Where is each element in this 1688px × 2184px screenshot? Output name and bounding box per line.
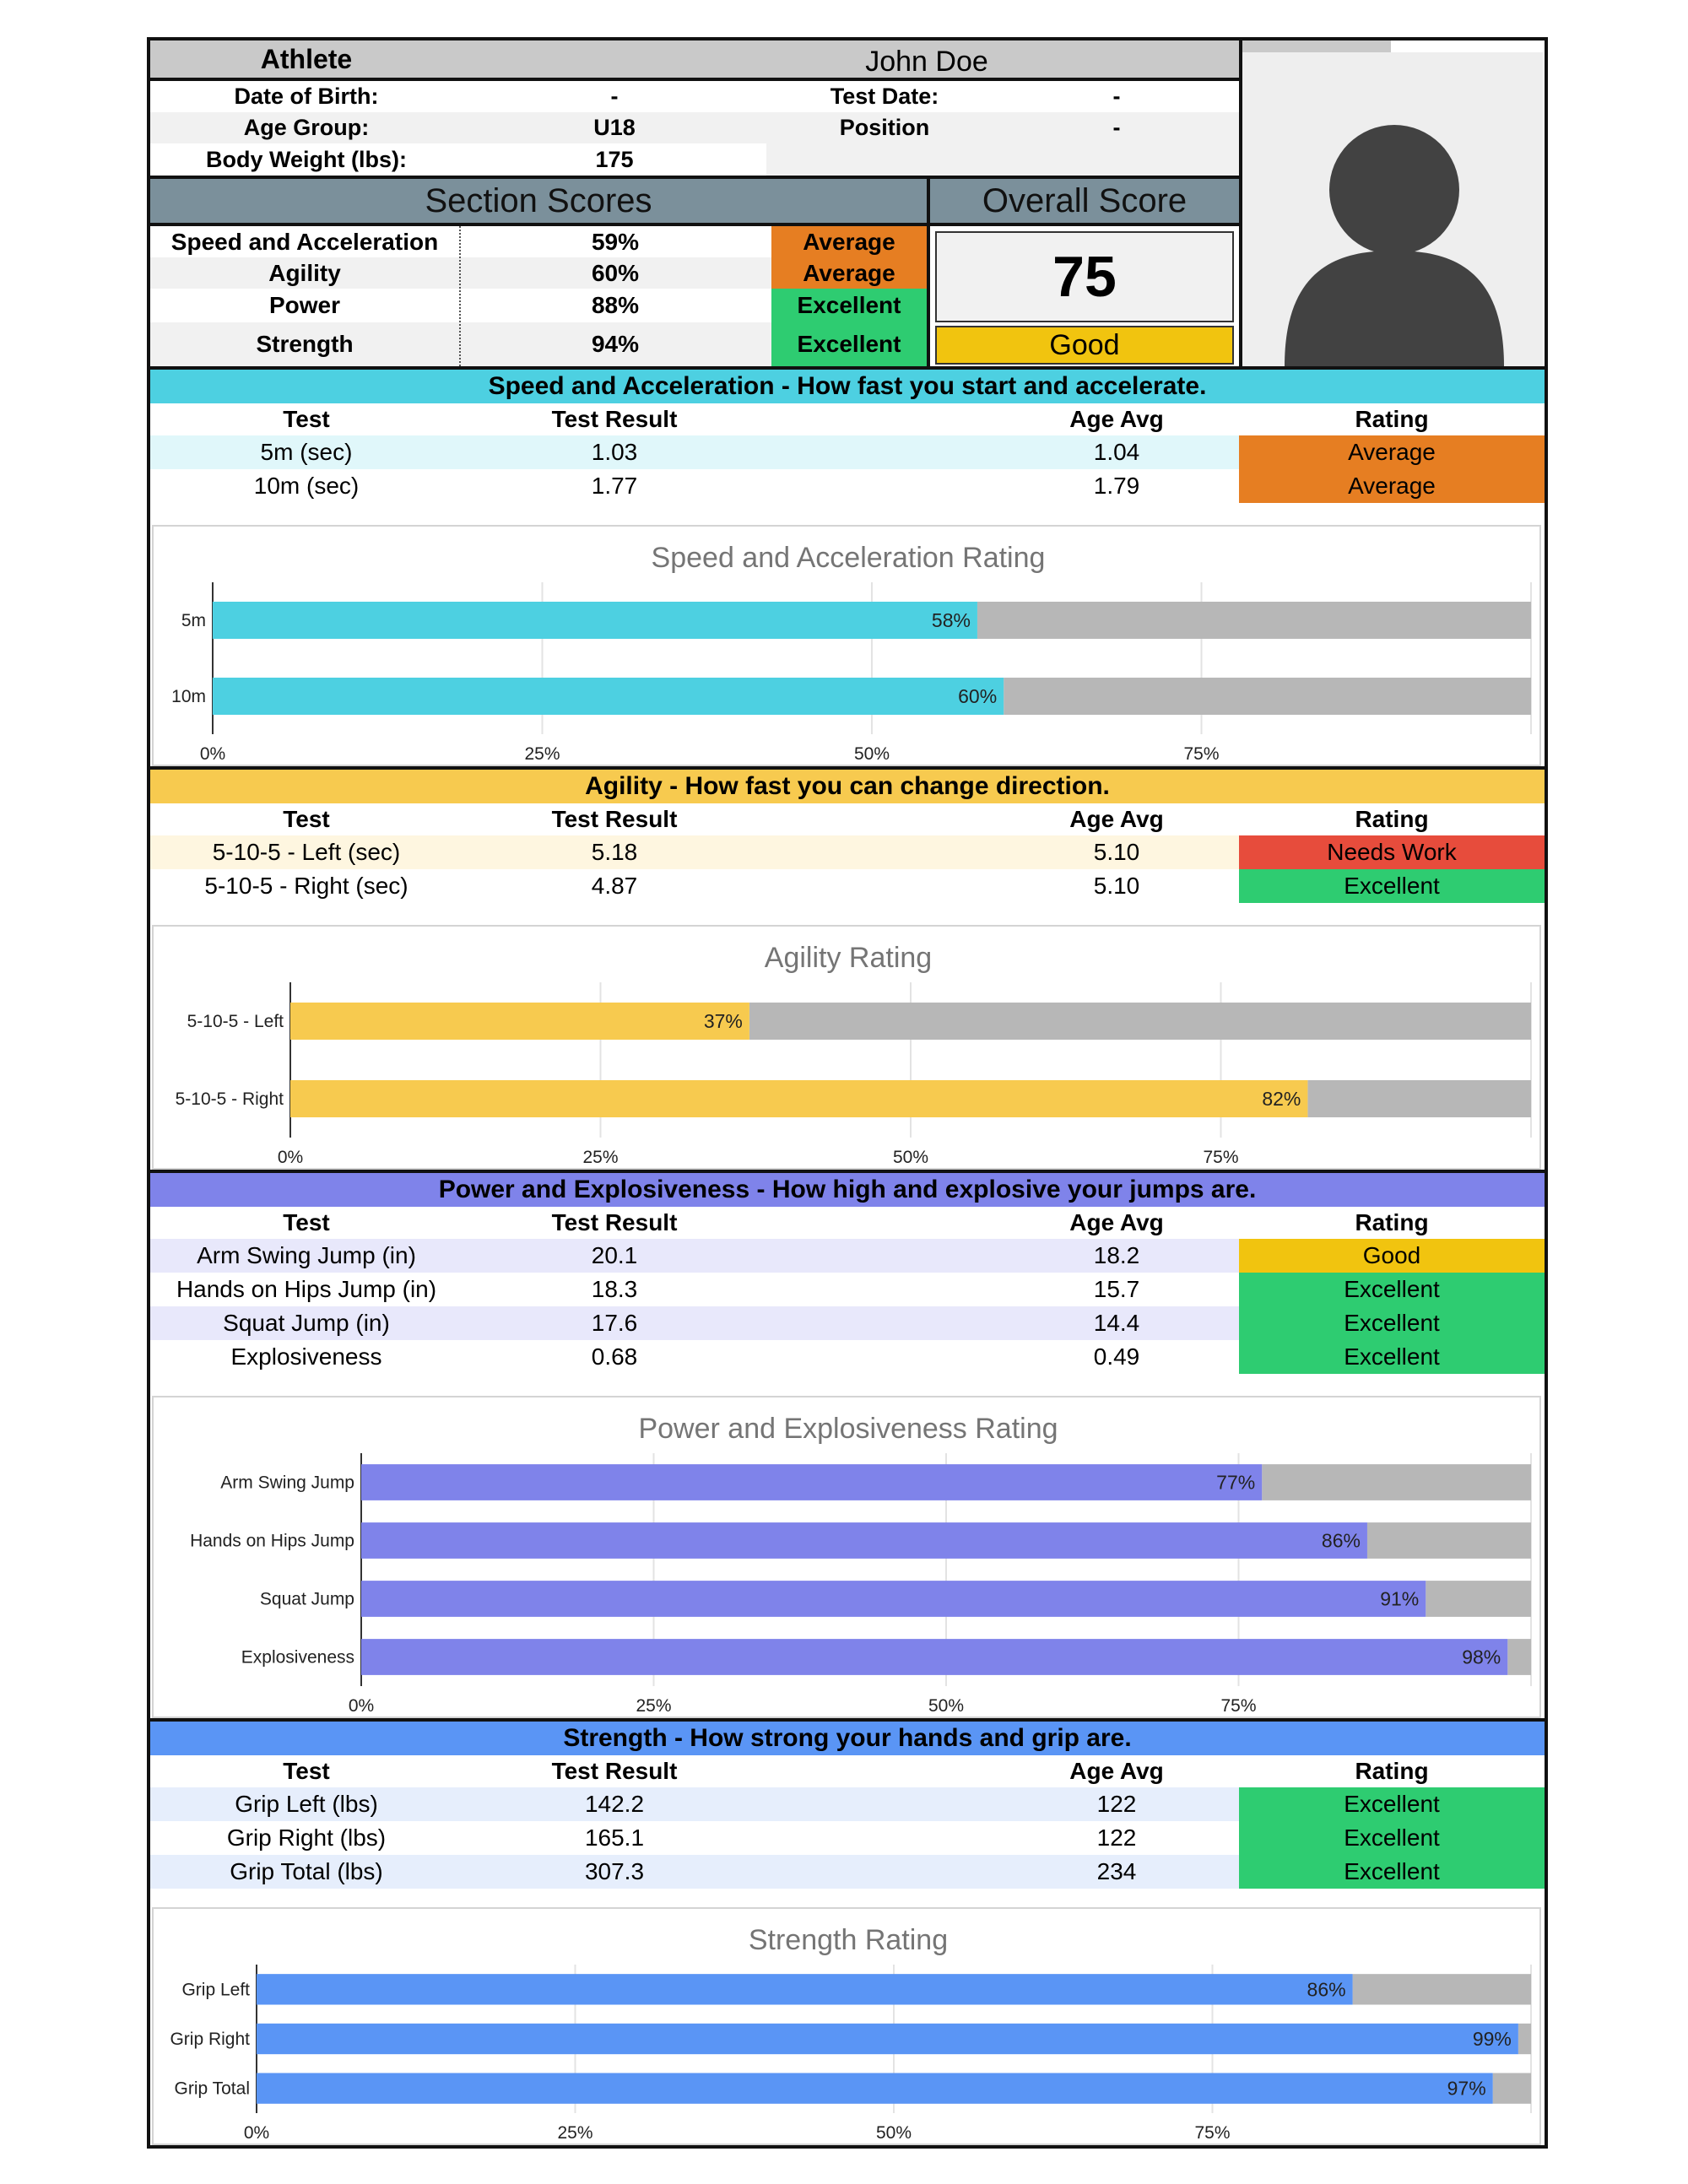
category-label: Grip Right — [170, 2030, 250, 2049]
age-average: 0.49 — [1093, 1343, 1140, 1370]
x-tick-label: 75% — [1220, 1696, 1257, 1716]
chart-svg-speed — [154, 527, 1543, 768]
column-header-test: Test — [283, 1758, 330, 1784]
bar-value-label: 86% — [1321, 1529, 1361, 1552]
section-score-percent: 59% — [591, 228, 640, 255]
bar-remainder — [1307, 1080, 1531, 1117]
age-average: 1.04 — [1093, 439, 1140, 465]
bar-remainder — [1493, 2073, 1531, 2103]
age-average: 18.2 — [1093, 1242, 1140, 1268]
test-result: 1.03 — [591, 439, 638, 465]
test-result: 0.68 — [591, 1343, 638, 1370]
bar — [257, 1974, 1353, 2004]
rating-badge: Average — [1239, 469, 1545, 503]
test-name: Explosiveness — [230, 1343, 382, 1370]
age-average: 122 — [1096, 1791, 1137, 1817]
column-header-result: Test Result — [551, 406, 678, 432]
section-title-strength: Strength - How strong your hands and grip are. — [150, 1722, 1545, 1755]
test-name: Arm Swing Jump (in) — [197, 1242, 416, 1268]
test-name: Hands on Hips Jump (in) — [176, 1276, 437, 1302]
avatar — [1242, 52, 1543, 366]
test-name: 5-10-5 - Left (sec) — [212, 839, 401, 865]
section-score-percent: 88% — [591, 292, 640, 318]
bar-value-label: 98% — [1462, 1646, 1501, 1668]
bar-value-label: 86% — [1307, 1978, 1346, 2001]
overall-score-value: 75 — [935, 231, 1234, 322]
bar-value-label: 97% — [1447, 2077, 1486, 2100]
column-header-avg: Age Avg — [1069, 406, 1164, 432]
x-tick-label: 0% — [348, 1696, 375, 1716]
test-result: 1.77 — [591, 473, 638, 499]
age-average: 234 — [1096, 1858, 1137, 1884]
section-score-name: Strength — [256, 331, 354, 357]
column-header-rating: Rating — [1355, 1209, 1429, 1235]
category-label: Explosiveness — [241, 1647, 354, 1668]
column-header-result: Test Result — [551, 1209, 678, 1235]
bar — [290, 1080, 1307, 1117]
person-icon — [1242, 52, 1543, 366]
rating-badge: Excellent — [1239, 1821, 1545, 1855]
section-score-rating: Average — [771, 226, 927, 257]
category-label: Grip Total — [174, 2079, 250, 2099]
chart-title: Agility Rating — [764, 942, 933, 974]
category-label: 10m — [171, 687, 206, 706]
test-name: 10m (sec) — [253, 473, 360, 499]
age-average: 122 — [1096, 1825, 1137, 1851]
rating-badge: Excellent — [1239, 869, 1545, 903]
column-header-test: Test — [283, 1209, 330, 1235]
x-tick-label: 25% — [557, 2123, 593, 2143]
chart-title: Strength Rating — [748, 1924, 949, 1956]
position-label: Position — [839, 115, 930, 140]
section-score-rating: Average — [771, 257, 927, 289]
category-label: Hands on Hips Jump — [190, 1531, 354, 1551]
rating-badge: Excellent — [1239, 1855, 1545, 1889]
age-average: 5.10 — [1093, 873, 1140, 899]
column-header-avg: Age Avg — [1069, 1758, 1164, 1784]
test-name: Grip Total (lbs) — [230, 1858, 383, 1884]
column-header-avg: Age Avg — [1069, 1209, 1164, 1235]
x-tick-label: 50% — [875, 2123, 912, 2143]
bar-remainder — [749, 1003, 1531, 1040]
x-tick-label: 25% — [582, 1148, 619, 1167]
rating-badge: Excellent — [1239, 1273, 1545, 1306]
bar-remainder — [1004, 678, 1531, 715]
x-tick-label: 75% — [1203, 1148, 1239, 1167]
overall-rating-badge: Good — [935, 326, 1234, 365]
section-score-percent: 60% — [591, 259, 640, 286]
dob-label: Date of Birth: — [234, 84, 379, 109]
bar — [361, 1581, 1426, 1617]
section-title-speed: Speed and Acceleration - How fast you start and accelerate. — [150, 370, 1545, 403]
column-header-result: Test Result — [551, 806, 678, 832]
column-header-rating: Rating — [1355, 1758, 1429, 1784]
bar-value-label: 58% — [931, 609, 971, 631]
section-score-rating: Excellent — [771, 322, 927, 366]
athlete-info — [150, 81, 1239, 176]
athlete-report — [147, 37, 1548, 2149]
column-header-test: Test — [283, 406, 330, 432]
athlete-label: Athlete — [150, 41, 463, 78]
bar — [257, 2073, 1493, 2103]
x-tick-label: 0% — [277, 1148, 304, 1167]
category-label: 5m — [181, 611, 206, 630]
chart-power — [152, 1396, 1541, 1718]
test-result: 307.3 — [584, 1858, 645, 1884]
column-header-result: Test Result — [551, 1758, 678, 1784]
chart-strength — [152, 1907, 1541, 2145]
bar — [257, 2024, 1518, 2054]
bar-remainder — [1367, 1522, 1531, 1559]
rating-badge: Excellent — [1239, 1340, 1545, 1374]
x-tick-label: 0% — [243, 2123, 270, 2143]
rating-badge: Average — [1239, 435, 1545, 469]
body-weight-label: Body Weight (lbs): — [206, 146, 407, 172]
athlete-name: John Doe — [463, 41, 1391, 78]
test-name: 5-10-5 - Right (sec) — [204, 873, 408, 899]
x-tick-label: 75% — [1183, 744, 1220, 764]
chart-title: Speed and Acceleration Rating — [651, 542, 1046, 574]
chart-title: Power and Explosiveness Rating — [638, 1413, 1058, 1445]
test-result: 165.1 — [584, 1825, 645, 1851]
bar-value-label: 60% — [958, 685, 998, 707]
body-weight-value: 175 — [595, 146, 634, 172]
bar-value-label: 91% — [1380, 1587, 1420, 1610]
bar-remainder — [1507, 1639, 1531, 1675]
test-result: 18.3 — [591, 1276, 638, 1302]
test-date-value: - — [1112, 84, 1121, 109]
bar — [361, 1464, 1262, 1500]
column-header-rating: Rating — [1355, 806, 1429, 832]
section-title-power: Power and Explosiveness - How high and explosive your jumps are. — [150, 1173, 1545, 1207]
test-name: Grip Left (lbs) — [235, 1791, 378, 1817]
chart-svg-power — [154, 1397, 1543, 1720]
test-result: 4.87 — [591, 873, 638, 899]
column-header-test: Test — [283, 806, 330, 832]
bar-remainder — [1518, 2024, 1531, 2054]
x-tick-label: 50% — [892, 1148, 929, 1167]
x-tick-label: 25% — [524, 744, 560, 764]
chart-agility — [152, 925, 1541, 1170]
age-average: 14.4 — [1093, 1310, 1140, 1336]
bar-value-label: 99% — [1472, 2028, 1512, 2050]
test-name: Grip Right (lbs) — [226, 1825, 387, 1851]
bar-remainder — [1353, 1974, 1531, 2004]
dob-value: - — [610, 84, 619, 109]
bar — [213, 602, 977, 639]
column-header-avg: Age Avg — [1069, 806, 1164, 832]
bar-value-label: 77% — [1216, 1471, 1256, 1494]
x-tick-label: 75% — [1194, 2123, 1231, 2143]
rating-badge: Excellent — [1239, 1787, 1545, 1821]
bar-remainder — [977, 602, 1531, 639]
test-result: 17.6 — [591, 1310, 638, 1336]
bar — [290, 1003, 749, 1040]
bar-remainder — [1262, 1464, 1531, 1500]
category-label: Grip Left — [181, 1980, 250, 2000]
bar — [213, 678, 1004, 715]
age-group-value: U18 — [593, 115, 636, 140]
chart-svg-strength — [154, 1909, 1543, 2147]
section-score-name: Agility — [268, 259, 341, 286]
column-header-rating: Rating — [1355, 406, 1429, 432]
age-group-label: Age Group: — [243, 115, 370, 140]
bar — [361, 1639, 1507, 1675]
overall-score-title: Overall Score — [930, 179, 1239, 223]
test-result: 5.18 — [591, 839, 638, 865]
x-tick-label: 25% — [636, 1696, 672, 1716]
rating-badge: Needs Work — [1239, 835, 1545, 869]
chart-speed — [152, 525, 1541, 766]
test-name: 5m (sec) — [260, 439, 353, 465]
x-tick-label: 0% — [199, 744, 226, 764]
section-score-rating: Excellent — [771, 289, 927, 322]
section-score-list — [150, 226, 927, 366]
section-score-name: Speed and Acceleration — [170, 228, 439, 255]
section-score-name: Power — [268, 292, 341, 318]
section-score-percent: 94% — [591, 331, 640, 357]
test-date-label: Test Date: — [830, 84, 939, 109]
rating-badge: Good — [1239, 1239, 1545, 1273]
position-value: - — [1112, 115, 1121, 140]
bar — [361, 1522, 1367, 1559]
category-label: Squat Jump — [259, 1589, 354, 1609]
rating-badge: Excellent — [1239, 1306, 1545, 1340]
section-title-agility: Agility - How fast you can change direction. — [150, 770, 1545, 803]
chart-svg-agility — [154, 927, 1543, 1171]
category-label: Arm Swing Jump — [220, 1473, 354, 1493]
bar-value-label: 82% — [1262, 1088, 1301, 1110]
age-average: 5.10 — [1093, 839, 1140, 865]
x-tick-label: 50% — [928, 1696, 965, 1716]
age-average: 1.79 — [1093, 473, 1140, 499]
test-result: 142.2 — [584, 1791, 645, 1817]
section-scores-title: Section Scores — [150, 179, 927, 223]
bar-value-label: 37% — [703, 1010, 743, 1032]
x-tick-label: 50% — [853, 744, 890, 764]
test-result: 20.1 — [591, 1242, 638, 1268]
bar-remainder — [1426, 1581, 1531, 1617]
test-name: Squat Jump (in) — [223, 1310, 390, 1336]
age-average: 15.7 — [1093, 1276, 1140, 1302]
category-label: 5-10-5 - Right — [175, 1089, 284, 1109]
category-label: 5-10-5 - Left — [187, 1012, 284, 1031]
